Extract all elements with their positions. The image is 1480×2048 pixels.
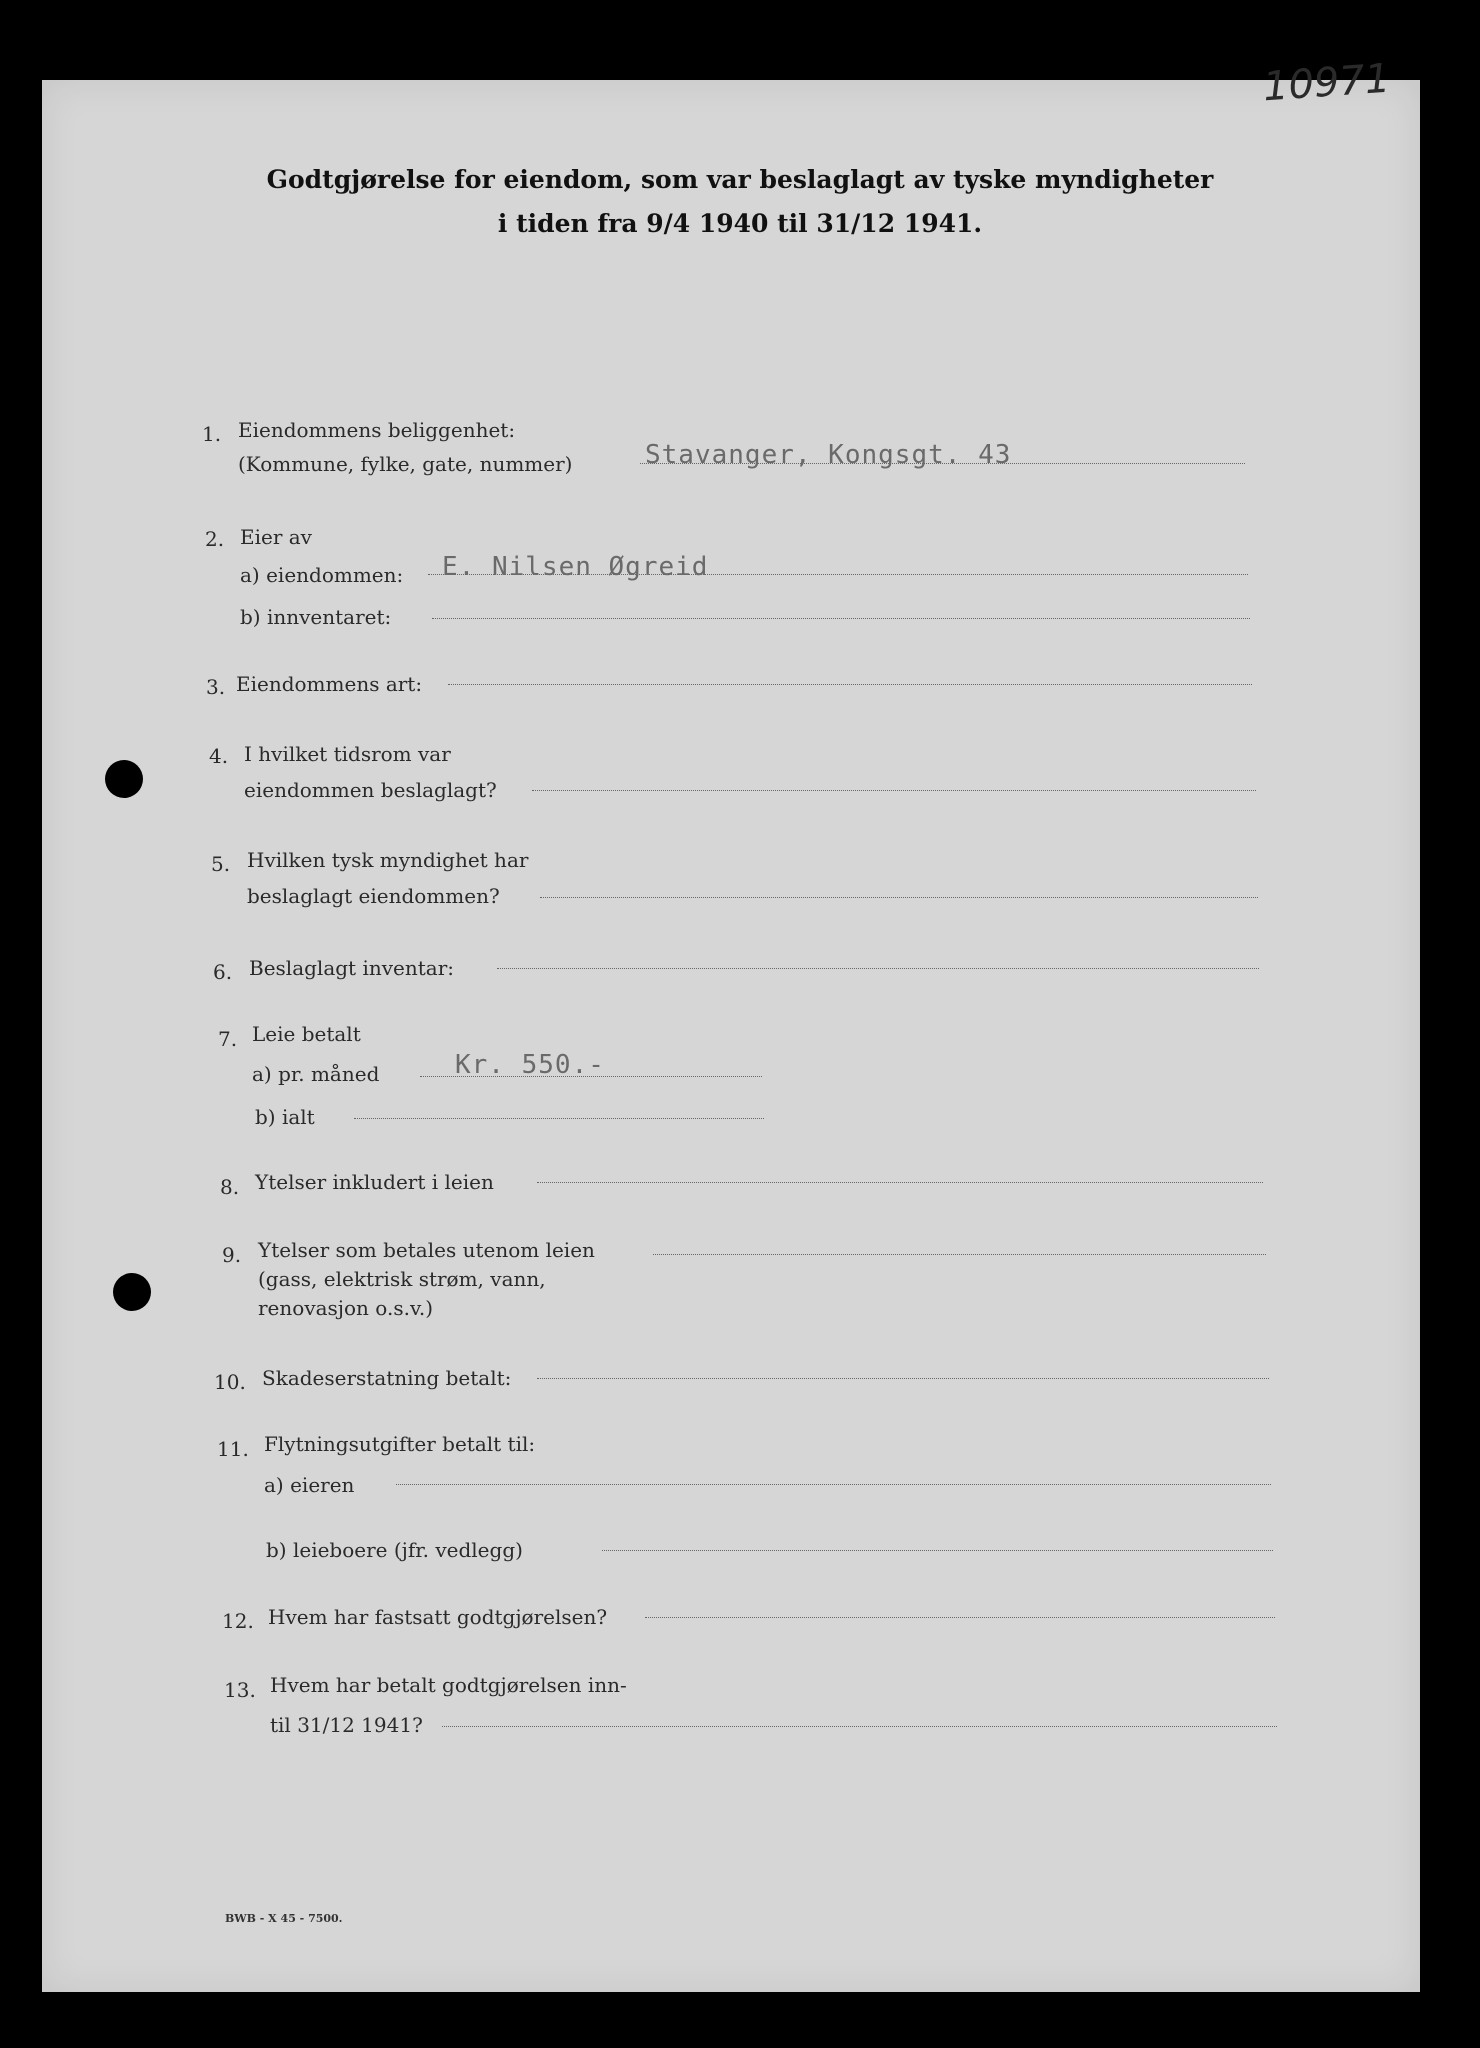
item-6-label: Beslaglagt inventar: (249, 956, 454, 980)
item-2b-label: b) innventaret: (240, 605, 392, 629)
item-10-answer-line (537, 1378, 1269, 1379)
item-2a-label: a) eiendommen: (240, 563, 404, 587)
item-7b-answer-line (354, 1118, 764, 1119)
item-5-number: 5. (211, 852, 231, 876)
item-4-number: 4. (209, 744, 229, 768)
title-line-2: i tiden fra 9/4 1940 til 31/12 1941. (497, 209, 983, 238)
item-1-typed-value: Stavanger, Kongsgt. 43 (645, 440, 1012, 470)
item-5-label: Hvilken tysk myndighet har (247, 848, 529, 872)
item-12-label: Hvem har fastsatt godtgjørelsen? (268, 1605, 608, 1629)
item-12-answer-line (645, 1617, 1275, 1618)
item-9-label-cont-2: renovasjon o.s.v.) (258, 1296, 434, 1320)
item-13-answer-line (442, 1726, 1277, 1727)
item-1-sublabel: (Kommune, fylke, gate, nummer) (238, 452, 573, 476)
item-13-label: Hvem har betalt godtgjørelsen inn- (270, 1673, 627, 1697)
item-2-label: Eier av (240, 525, 312, 549)
item-11a-answer-line (396, 1484, 1271, 1485)
item-10-number: 10. (214, 1370, 246, 1394)
item-3-label: Eiendommens art: (236, 672, 423, 696)
item-4-label: I hvilket tidsrom var (244, 742, 451, 766)
item-5-label-cont: beslaglagt eiendommen? (247, 884, 500, 908)
item-4-label-cont: eiendommen beslaglagt? (244, 778, 497, 802)
item-7-number: 7. (218, 1027, 238, 1051)
item-11b-answer-line (602, 1550, 1273, 1551)
item-8-number: 8. (220, 1175, 240, 1199)
item-3-number: 3. (206, 675, 226, 699)
item-7-label: Leie betalt (252, 1022, 361, 1046)
item-6-number: 6. (213, 960, 233, 984)
item-9-answer-line (653, 1254, 1266, 1255)
handwritten-archive-number: 10971 (1261, 55, 1392, 111)
form-title (0, 158, 1480, 246)
punch-hole-bottom (113, 1273, 151, 1311)
item-2-number: 2. (205, 527, 225, 551)
document-page (42, 80, 1420, 1992)
item-5-answer-line (540, 897, 1258, 898)
item-11-label: Flytningsutgifter betalt til: (264, 1432, 536, 1456)
punch-hole-top (105, 760, 143, 798)
item-8-answer-line (537, 1182, 1263, 1183)
item-7a-label: a) pr. måned (252, 1062, 380, 1086)
item-9-label: Ytelser som betales utenom leien (258, 1238, 595, 1262)
item-1-label: Eiendommens beliggenhet: (238, 418, 516, 442)
item-6-answer-line (497, 968, 1259, 969)
item-2a-typed-value: E. Nilsen Øgreid (442, 552, 709, 582)
item-2b-answer-line (432, 618, 1250, 619)
item-1-number: 1. (202, 422, 222, 446)
printer-footer: BWB - X 45 - 7500. (225, 1912, 343, 1925)
item-7b-label: b) ialt (255, 1105, 315, 1129)
item-3-answer-line (448, 684, 1252, 685)
title-line-1: Godtgjørelse for eiendom, som var beslaglagt av tyske myndigheter (266, 165, 1214, 194)
item-4-answer-line (532, 790, 1256, 791)
item-11-number: 11. (217, 1437, 249, 1461)
item-9-number: 9. (222, 1243, 242, 1267)
item-7a-typed-value: Kr. 550.- (455, 1050, 605, 1080)
item-11a-label: a) eieren (264, 1473, 355, 1497)
item-13-label-cont: til 31/12 1941? (270, 1713, 423, 1737)
item-10-label: Skadeserstatning betalt: (262, 1366, 512, 1390)
item-8-label: Ytelser inkludert i leien (255, 1170, 494, 1194)
item-12-number: 12. (222, 1609, 254, 1633)
item-13-number: 13. (224, 1678, 256, 1702)
item-9-label-cont-1: (gass, elektrisk strøm, vann, (258, 1267, 546, 1291)
item-11b-label: b) leieboere (jfr. vedlegg) (266, 1538, 523, 1562)
